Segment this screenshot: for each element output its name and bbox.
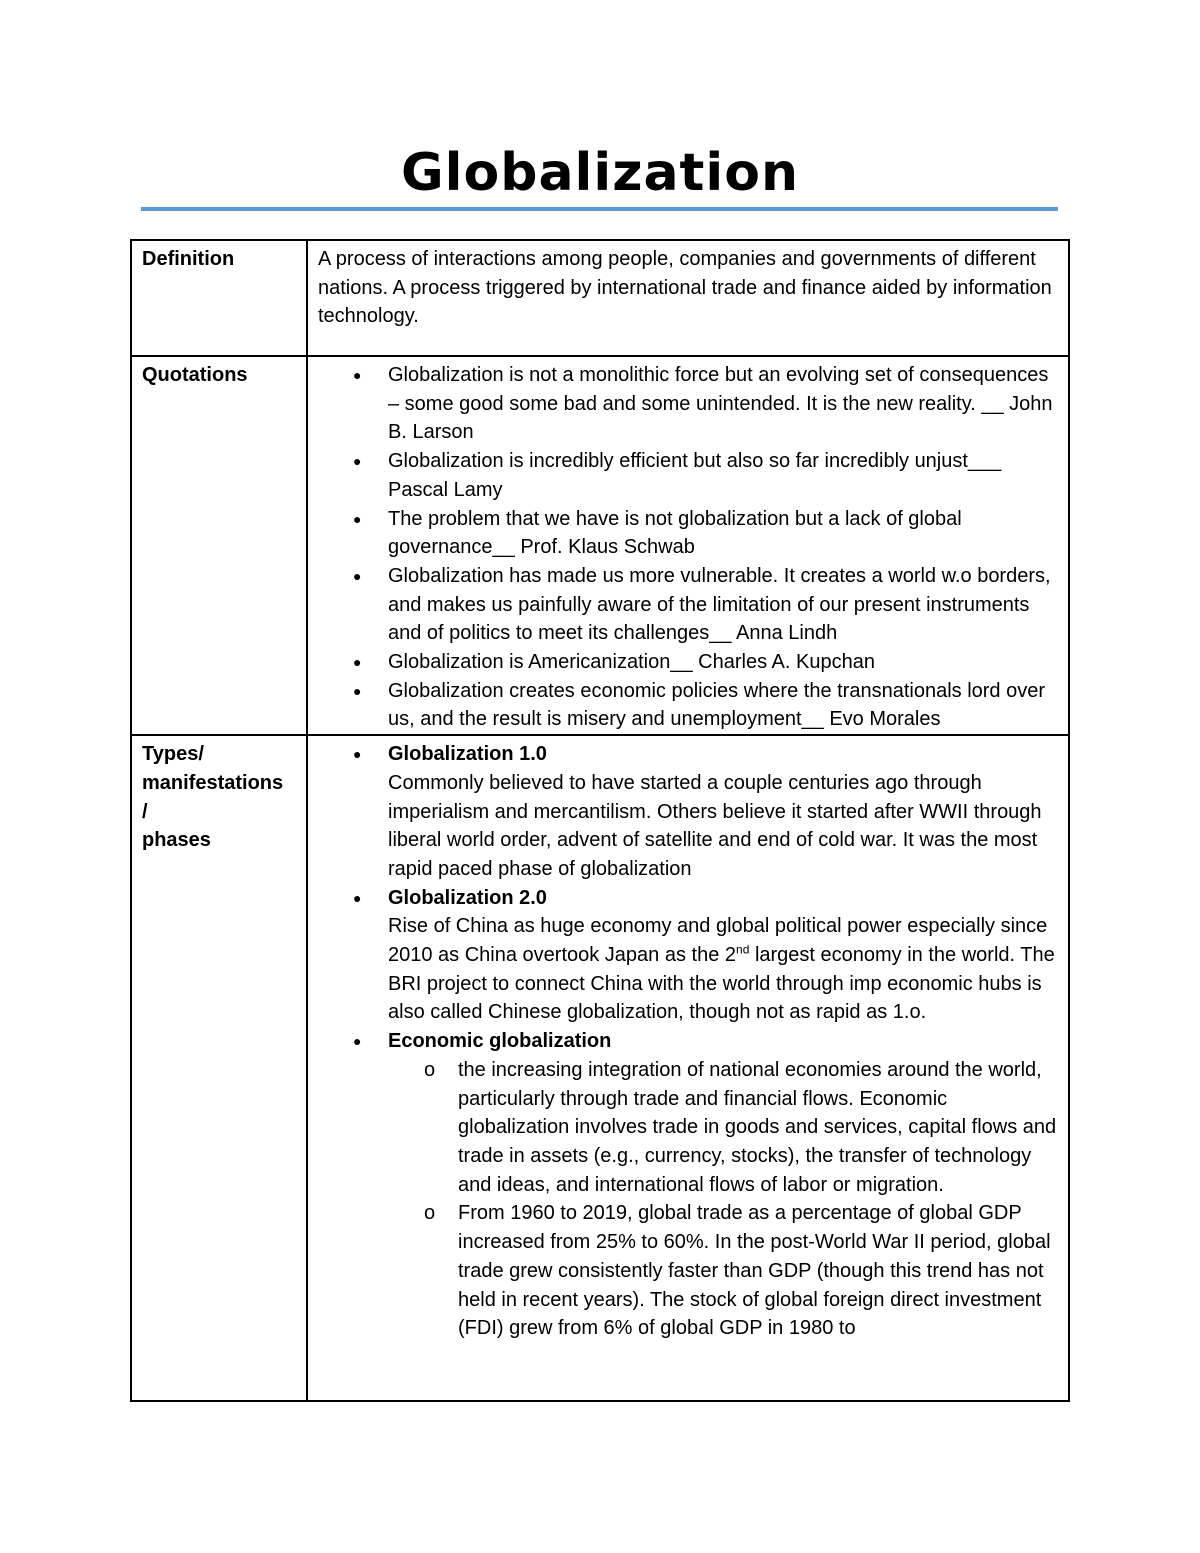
types-label-line: phases [142,829,211,852]
economic-globalization-heading: ● Economic globalization [388,1030,612,1053]
list-item: ● Globalization is incredibly efficient but also so far incredibly unjust___ Pascal Lamy [318,447,1058,504]
table-row-quotations [131,356,1069,735]
list-item: ● Globalization is not a monolithic force but an evolving set of consequences – some good some bad and some unintended. It is the new reality. __ John B. Larson [318,361,1058,447]
list-item: ● The problem that we have is not globalization but a lack of global governance__ Prof. Klaus Schwab [318,505,1058,562]
globalization-2-body-text: largest economy in the world. The BRI project to connect China with the world through imp economic hubs is also called Chinese globalization, though not as rapid as 1.o. [388,944,1055,1024]
sub-list-item: o From 1960 to 2019, global trade as a percentage of global GDP increased from 25% to 60%. In the post-World War II period, global trade grew consistently faster than GDP (though this trend has not held in recent years). The stock of global foreign direct investment (FDI) grew from 6% of global GDP in 1980 to [388,1199,1058,1343]
list-item-globalization-2 [318,884,1058,1028]
definition-label: Definition [131,240,307,356]
list-item: ● Globalization has made us more vulnerable. It creates a world w.o borders, and makes us painfully aware of the limitation of our present instruments and of politics to meet its challenges__ Anna Lindh [318,562,1058,648]
definition-text: A process of interactions among people, companies and governments of different nations. A process triggered by international trade and finance aided by information technology. [307,240,1069,356]
list-item-economic-globalization [318,1027,1058,1343]
list-item: ● Globalization creates economic policies where the transnationals lord over us, and the result is misery and unemployment__ Evo Morales [318,677,1058,734]
ordinal-suffix: nd [736,942,750,957]
list-item: ● Globalization is Americanization__ Charles A. Kupchan [318,648,1058,677]
types-label-line: / [142,800,148,823]
globalization-2-heading: ● Globalization 2.0 [388,886,547,909]
title-underline [141,207,1058,211]
table-row-types [131,735,1069,1401]
quotations-label: Quotations [131,356,307,735]
types-cell [307,735,1069,1401]
page-title: Globalization [401,143,799,203]
notes-table [130,239,1070,1402]
globalization-2-body-text: Rise of China as huge economy and global political power especially since 2010 as China overtook Japan as the 2 [388,915,1048,967]
types-label [131,735,307,1401]
globalization-1-body: Commonly believed to have started a couple centuries ago through imperialism and mercantilism. Others believe it started after WWII through liberal world order, advent of satellite and end of cold war. It was the most rapid paced phase of globalization [388,771,1042,880]
economic-globalization-sublist [388,1056,1058,1343]
globalization-2-body [388,912,1058,1027]
types-label-line: Types/ [142,743,204,766]
types-list [318,740,1058,1343]
globalization-1-heading: ● Globalization 1.0 [388,743,547,766]
list-item-globalization-1 [318,740,1058,884]
table-row-definition [131,240,1069,356]
quotations-cell [307,356,1069,735]
quotations-list [318,361,1058,734]
sub-list-item: o the increasing integration of national economies around the world, particularly through trade and financial flows. Economic globalization involves trade in goods and services, capital flows and trade in assets (e.g., currency, stocks), the transfer of technology and ideas, and international flows of labor or migration. [388,1056,1058,1200]
types-label-line: manifestations [142,771,284,794]
